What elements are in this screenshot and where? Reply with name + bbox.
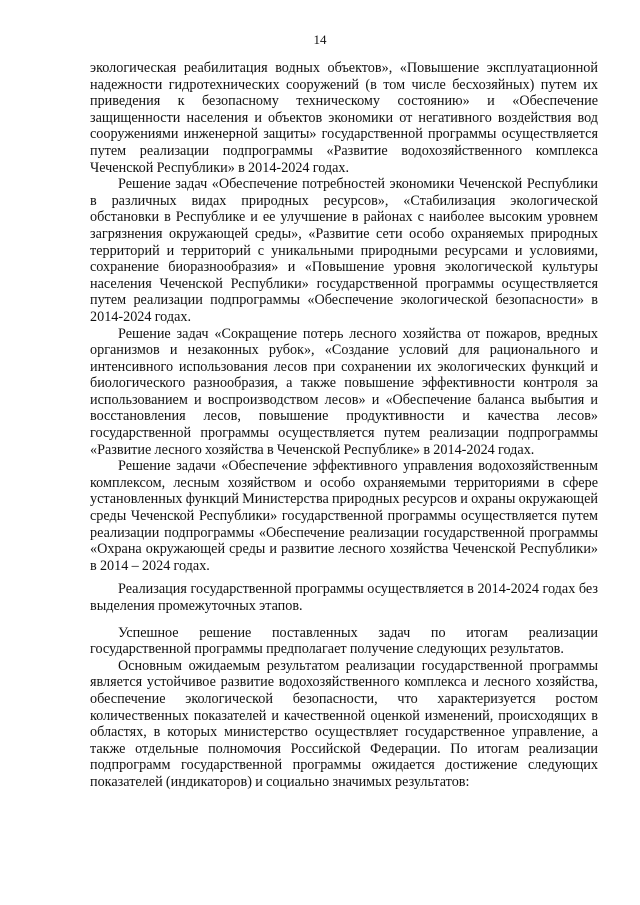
paragraph-7: Основным ожидаемым результатом реализации государственной программы является устойчивое развитие водохозяйственного комплекса и лесного хозяйства, обеспечение экологической безопасности, что характеризуется ростом количественных показателей и качественной оценкой изменений, происходящих в областях, в которых министерство осуществляет государственное управление, а также отдельные полномочия Российской Федерации. По итогам реализации подпрограмм государственной программы ожидается достижение следующих показателей (индикаторов) и социально значимых результатов: xyxy=(90,657,598,790)
paragraph-1: экологическая реабилитация водных объектов», «Повышение эксплуатационной надежности гидротехнических сооружений (в том числе бесхозяйных) путем их приведения к безопасному техническому состоянию» и «Обеспечение защищенности населения и объектов экономики от негативного воздействия вод сооружениями инженерной защиты» государственной программы осуществляется путем реализации подпрограммы «Развитие водохозяйственного комплекса Чеченской Республики» в 2014-2024 годах. xyxy=(90,60,598,176)
paragraph-4: Решение задачи «Обеспечение эффективного управления водохозяйственным комплексом, лесным хозяйством и особо охраняемыми территориями в сфере установленных функций Министерства природных ресурсов и охраны окружающей среды Чеченской Республики» государственной программы осуществляется путем реализации подпрограммы «Обеспечение реализации государственной программы «Охрана окружающей среды и развитие лесного хозяйства Чеченской Республики» в 2014 – 2024 годах. xyxy=(90,458,598,574)
paragraph-3: Решение задач «Сокращение потерь лесного хозяйства от пожаров, вредных организмов и незаконных рубок», «Создание условий для рационального и интенсивного использования лесов при сохранении их экологических функций и биологического разнообразия, а также повышение эффективности контроля за использованием и воспроизводством лесов» и «Обеспечение баланса выбытия и восстановления лесов, повышение продуктивности и качества лесов» государственной программы осуществляется путем реализации подпрограммы «Развитие лесного хозяйства в Чеченской Республике» в 2014-2024 годах. xyxy=(90,325,598,458)
paragraph-5: Реализация государственной программы осуществляется в 2014-2024 годах без выделения промежуточных этапов. xyxy=(90,581,598,614)
page-number: 14 xyxy=(313,32,327,47)
document-body xyxy=(90,60,598,791)
paragraph-6: Успешное решение поставленных задач по итогам реализации государственной программы предполагает получение следующих результатов. xyxy=(90,624,598,658)
paragraph-2: Решение задач «Обеспечение потребностей экономики Чеченской Республики в различных видах природных ресурсов», «Стабилизация экологической обстановки в Республике и ее улучшение в районах с наиболее высоким уровнем загрязнения окружающей среды», «Развитие сети особо охраняемых природных территорий и территорий с уникальными природными ресурсами и условиями, сохранение биоразнообразия» и «Повышение уровня экологической культуры населения Чеченской Республики» государственной программы осуществляется путем реализации подпрограммы «Обеспечение экологической безопасности» в 2014-2024 годах. xyxy=(90,176,598,325)
